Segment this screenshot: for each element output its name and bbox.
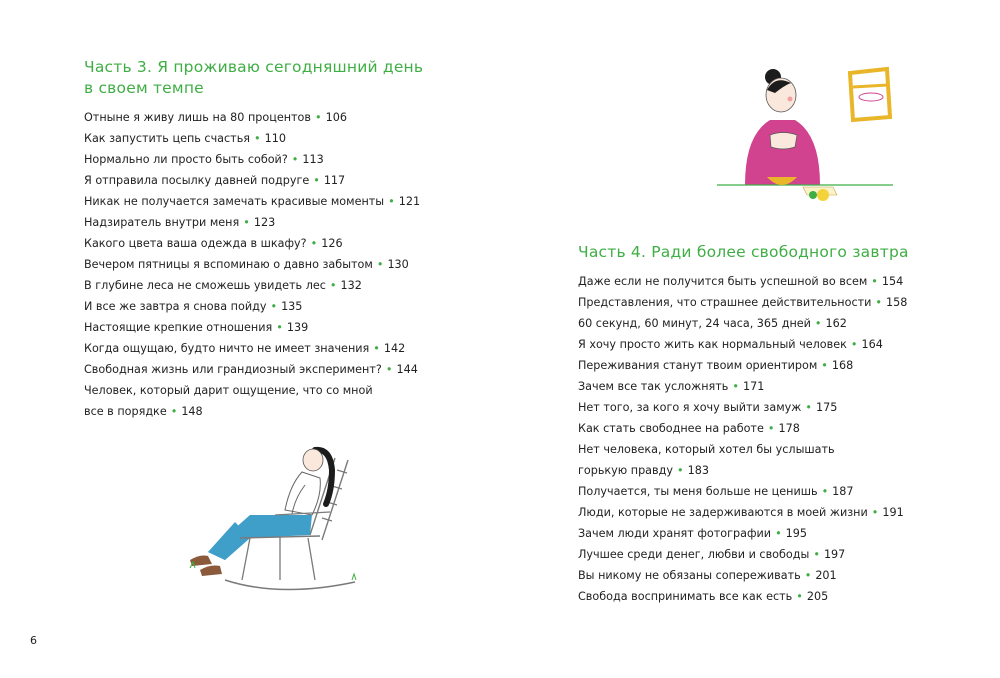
bullet-dot-icon: • (767, 422, 775, 435)
toc-entry (578, 292, 907, 313)
bullet-dot-icon: • (805, 401, 812, 414)
bullet-dot-icon: • (385, 363, 393, 376)
woman-with-cup-illustration (715, 65, 895, 205)
toc-entry (84, 191, 420, 212)
bullet-dot-icon: • (804, 569, 812, 582)
toc-entry (578, 565, 907, 586)
toc-entry-page: 117 (323, 174, 346, 187)
toc-entry-title: все в порядке • 148 (84, 405, 203, 418)
toc-entry-page: 132 (340, 279, 362, 292)
toc-entry-page: 178 (778, 422, 800, 435)
toc-entry-page: 158 (886, 296, 908, 309)
toc-entry-title: Представления, что страшнее действительности • 158 (578, 296, 908, 309)
toc-entry (578, 586, 907, 607)
toc-entry-title: Вечером пятницы я вспоминаю о давно забытом • 130 (84, 258, 409, 271)
bullet-dot-icon: • (373, 342, 380, 355)
toc-entry (578, 313, 907, 334)
bullet-dot-icon: • (875, 296, 883, 309)
toc-entry-title: Лучшее среди денег, любви и свободы • 197 (578, 548, 846, 561)
toc-entry-page: 130 (387, 258, 409, 271)
toc-entry-title: Свобода воспринимать все как есть • 205 (578, 590, 829, 603)
toc-entry-title: Какого цвета ваша одежда в шкафу? • 126 (84, 237, 343, 250)
toc-entry-title: Я хочу просто жить как нормальный человек • 164 (578, 338, 883, 351)
toc-entry-title: Нет человека, который хотел бы услышать (578, 443, 835, 456)
toc-entry-title: Нет того, за кого я хочу выйти замуж • 175 (578, 401, 838, 414)
part3-title-line2: в своем темпе (84, 79, 204, 97)
toc-entry-page: 142 (383, 342, 406, 355)
bullet-dot-icon: • (270, 300, 278, 313)
part4-title: Часть 4. Ради более свободного завтра (578, 243, 909, 261)
toc-entry (578, 481, 907, 502)
bullet-dot-icon: • (310, 237, 318, 250)
bullet-dot-icon: • (871, 275, 878, 288)
bullet-dot-icon: • (291, 153, 299, 166)
bullet-dot-icon: • (314, 111, 322, 124)
toc-entry-page: 164 (861, 338, 883, 351)
toc-entry-page: 139 (286, 321, 309, 334)
toc-entry-title: Зачем люди хранят фотографии • 195 (578, 527, 808, 540)
page-number: 6 (30, 634, 37, 647)
bullet-dot-icon: • (775, 527, 782, 540)
toc-entry-page: 191 (882, 506, 904, 519)
toc-entry-page: 126 (321, 237, 343, 250)
bullet-dot-icon: • (850, 338, 858, 351)
bullet-dot-icon: • (276, 321, 283, 334)
bullet-dot-icon: • (821, 359, 828, 372)
toc-entry-page: 121 (398, 195, 421, 208)
toc-entry-page: 123 (253, 216, 276, 229)
toc-entry-page: 195 (785, 527, 808, 540)
toc-entry-title: Никак не получается замечать красивые моменты • 121 (84, 195, 421, 208)
toc-entry (578, 334, 907, 355)
toc-entry-page: 110 (264, 132, 286, 145)
part3-title-line1: Часть 3. Я проживаю сегодняшний день (84, 58, 424, 76)
bullet-dot-icon: • (254, 132, 261, 145)
bullet-dot-icon: • (871, 506, 879, 519)
toc-entry-page: 162 (825, 317, 847, 330)
toc-entry-title: Как стать свободнее на работе • 178 (578, 422, 800, 435)
toc-entry (84, 170, 420, 191)
toc-entry (578, 544, 907, 565)
bullet-dot-icon: • (388, 195, 395, 208)
toc-entry-page: 154 (881, 275, 904, 288)
toc-entry (578, 397, 907, 418)
toc-entry-page: 148 (181, 405, 203, 418)
toc-entry-page: 175 (815, 401, 838, 414)
part3-toc-list (84, 107, 420, 422)
bullet-dot-icon: • (821, 485, 829, 498)
toc-entry-title: Зачем все так усложнять • 171 (578, 380, 765, 393)
toc-entry-title: Вы никому не обязаны сопереживать • 201 (578, 569, 837, 582)
toc-entry-title: 60 секунд, 60 минут, 24 часа, 365 дней • 162 (578, 317, 847, 330)
toc-entry (84, 317, 420, 338)
bullet-dot-icon: • (677, 464, 684, 477)
toc-entry-title: горькую правду • 183 (578, 464, 709, 477)
toc-entry-page: 183 (687, 464, 709, 477)
toc-entry (578, 271, 907, 292)
toc-entry-title: В глубине леса не сможешь увидеть лес • 132 (84, 279, 362, 292)
toc-entry-title: Получается, ты меня больше не ценишь • 187 (578, 485, 854, 498)
toc-entry (578, 502, 907, 523)
bullet-dot-icon: • (376, 258, 384, 271)
toc-entry-page: 168 (831, 359, 854, 372)
bullet-dot-icon: • (813, 548, 820, 561)
toc-entry-title: Человек, который дарит ощущение, что со мной (84, 384, 373, 397)
toc-entry (84, 275, 420, 296)
toc-entry (84, 107, 420, 128)
toc-entry-title: Как запустить цепь счастья • 110 (84, 132, 286, 145)
bullet-dot-icon: • (329, 279, 337, 292)
toc-entry-page: 144 (396, 363, 418, 376)
toc-entry-page: 113 (302, 153, 324, 166)
toc-entry-title: Люди, которые не задерживаются в моей жизни • 191 (578, 506, 904, 519)
bullet-dot-icon: • (732, 380, 739, 393)
toc-entry-page: 187 (832, 485, 854, 498)
part3-title (84, 57, 423, 99)
toc-entry (84, 296, 420, 317)
toc-entry-page: 135 (281, 300, 303, 313)
toc-entry-page: 197 (823, 548, 846, 561)
bullet-dot-icon: • (796, 590, 803, 603)
toc-entry (84, 359, 420, 380)
bullet-dot-icon: • (170, 405, 178, 418)
toc-entry (84, 254, 420, 275)
toc-entry-title: Когда ощущаю, будто ничто не имеет значения • 142 (84, 342, 406, 355)
toc-entry (578, 418, 907, 439)
toc-entry (84, 128, 420, 149)
toc-entry (84, 212, 420, 233)
toc-entry-title: Нормально ли просто быть собой? • 113 (84, 153, 324, 166)
toc-entry-title: Настоящие крепкие отношения • 139 (84, 321, 309, 334)
toc-entry-title: Даже если не получится быть успешной во всем • 154 (578, 275, 904, 288)
toc-entry-title: Переживания станут твоим ориентиром • 168 (578, 359, 854, 372)
toc-entry (578, 355, 907, 376)
toc-entry-page: 171 (743, 380, 765, 393)
toc-entry-title: Отныне я живу лишь на 80 процентов • 106 (84, 111, 347, 124)
bullet-dot-icon: • (243, 216, 250, 229)
toc-entry-page: 201 (815, 569, 837, 582)
toc-entry (84, 233, 420, 254)
bullet-dot-icon: • (814, 317, 822, 330)
toc-entry (578, 523, 907, 544)
toc-entry-title: Я отправила посылку давней подруге • 117 (84, 174, 346, 187)
toc-entry (84, 380, 420, 422)
toc-entry-title: Надзиратель внутри меня • 123 (84, 216, 276, 229)
bullet-dot-icon: • (313, 174, 320, 187)
woman-in-rocking-chair-illustration (180, 440, 370, 600)
toc-entry-page: 205 (806, 590, 829, 603)
toc-entry-title: Свободная жизнь или грандиозный эксперимент? • 144 (84, 363, 418, 376)
toc-entry (84, 149, 420, 170)
toc-entry (578, 439, 907, 481)
toc-entry-title: И все же завтра я снова пойду • 135 (84, 300, 303, 313)
toc-entry (84, 338, 420, 359)
toc-entry-page: 106 (325, 111, 347, 124)
part4-toc-list (578, 271, 907, 607)
toc-entry (578, 376, 907, 397)
